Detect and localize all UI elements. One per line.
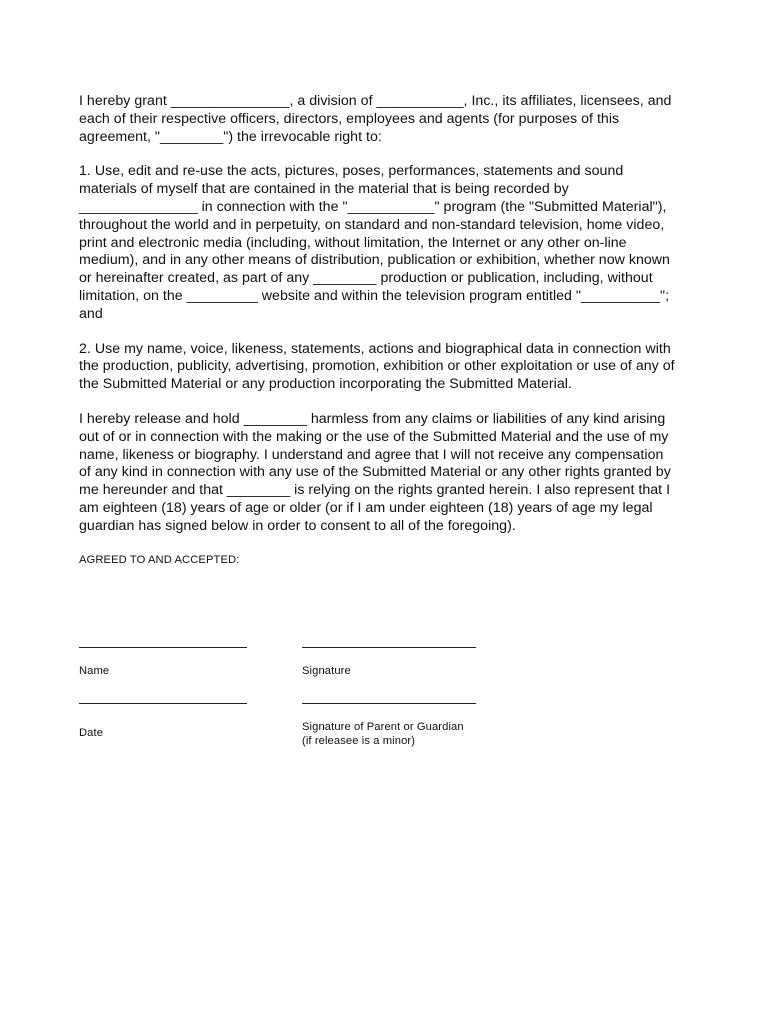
name-likeness-paragraph: 2. Use my name, voice, likeness, statements, actions and biographical data in connection with the production, publicity, advertising, promotion, exhibition or other exploitation or use of any of the Submitted Material or any production incorporating the Submitted Material. <box>79 340 675 393</box>
signature-field-line[interactable] <box>302 647 476 648</box>
date-label: Date <box>79 727 104 739</box>
name-field-line[interactable] <box>79 647 247 648</box>
release-paragraph: I hereby release and hold ________ harmless from any claims or liabilities of any kind arising out of or in connection with the making or the use of the Submitted Material and the use of my name, likeness or biography. I understand and agree that I will not receive any compensation of any kind in connection with any use of the Submitted Material or any other rights granted by me hereunder and that ________ is relying on the rights granted herein. I also represent that I am eighteen (18) years of age or older (or if I am under eighteen (18) years of age my legal guardian has signed below in order to consent to all of the foregoing). <box>79 410 671 534</box>
date-field-group <box>79 688 247 740</box>
signature-label: Signature <box>302 665 351 677</box>
grant-paragraph: I hereby grant _______________, a division of ___________, Inc., its affiliates, licensees, and each of their respective officers, directors, employees and agents (for purposes of this agreement, "________") the irrevocable right to: <box>79 93 672 145</box>
signature-field-group <box>302 630 476 678</box>
name-label: Name <box>79 665 110 677</box>
date-field-line[interactable] <box>79 703 247 704</box>
guardian-signature-field-line[interactable] <box>302 703 476 704</box>
guardian-signature-label: Signature of Parent or Guardian <box>302 721 464 733</box>
release-form-body <box>79 93 679 567</box>
name-field-group <box>79 630 247 678</box>
guardian-minor-note: (if releasee is a minor) <box>302 735 416 747</box>
use-rights-paragraph: 1. Use, edit and re-use the acts, pictures, poses, performances, statements and sound materials of myself that are contained in the material that is being recorded by _______________ in connection with the "___________" program (the "Submitted Material"), throughout the world and in perpetuity, on standard and non-standard television, home video, print and electronic media (including, without limitation, the Internet or any other on-line medium), and in any other means of distribution, publication or exhibition, whether now known or hereinafter created, as part of any ________ production or publication, including, without limitation, on the _________ website and within the television program entitled "__________"; and <box>79 163 670 322</box>
signature-block <box>79 630 699 770</box>
agreed-label: AGREED TO AND ACCEPTED: <box>79 553 240 566</box>
guardian-signature-field-group <box>302 688 502 748</box>
